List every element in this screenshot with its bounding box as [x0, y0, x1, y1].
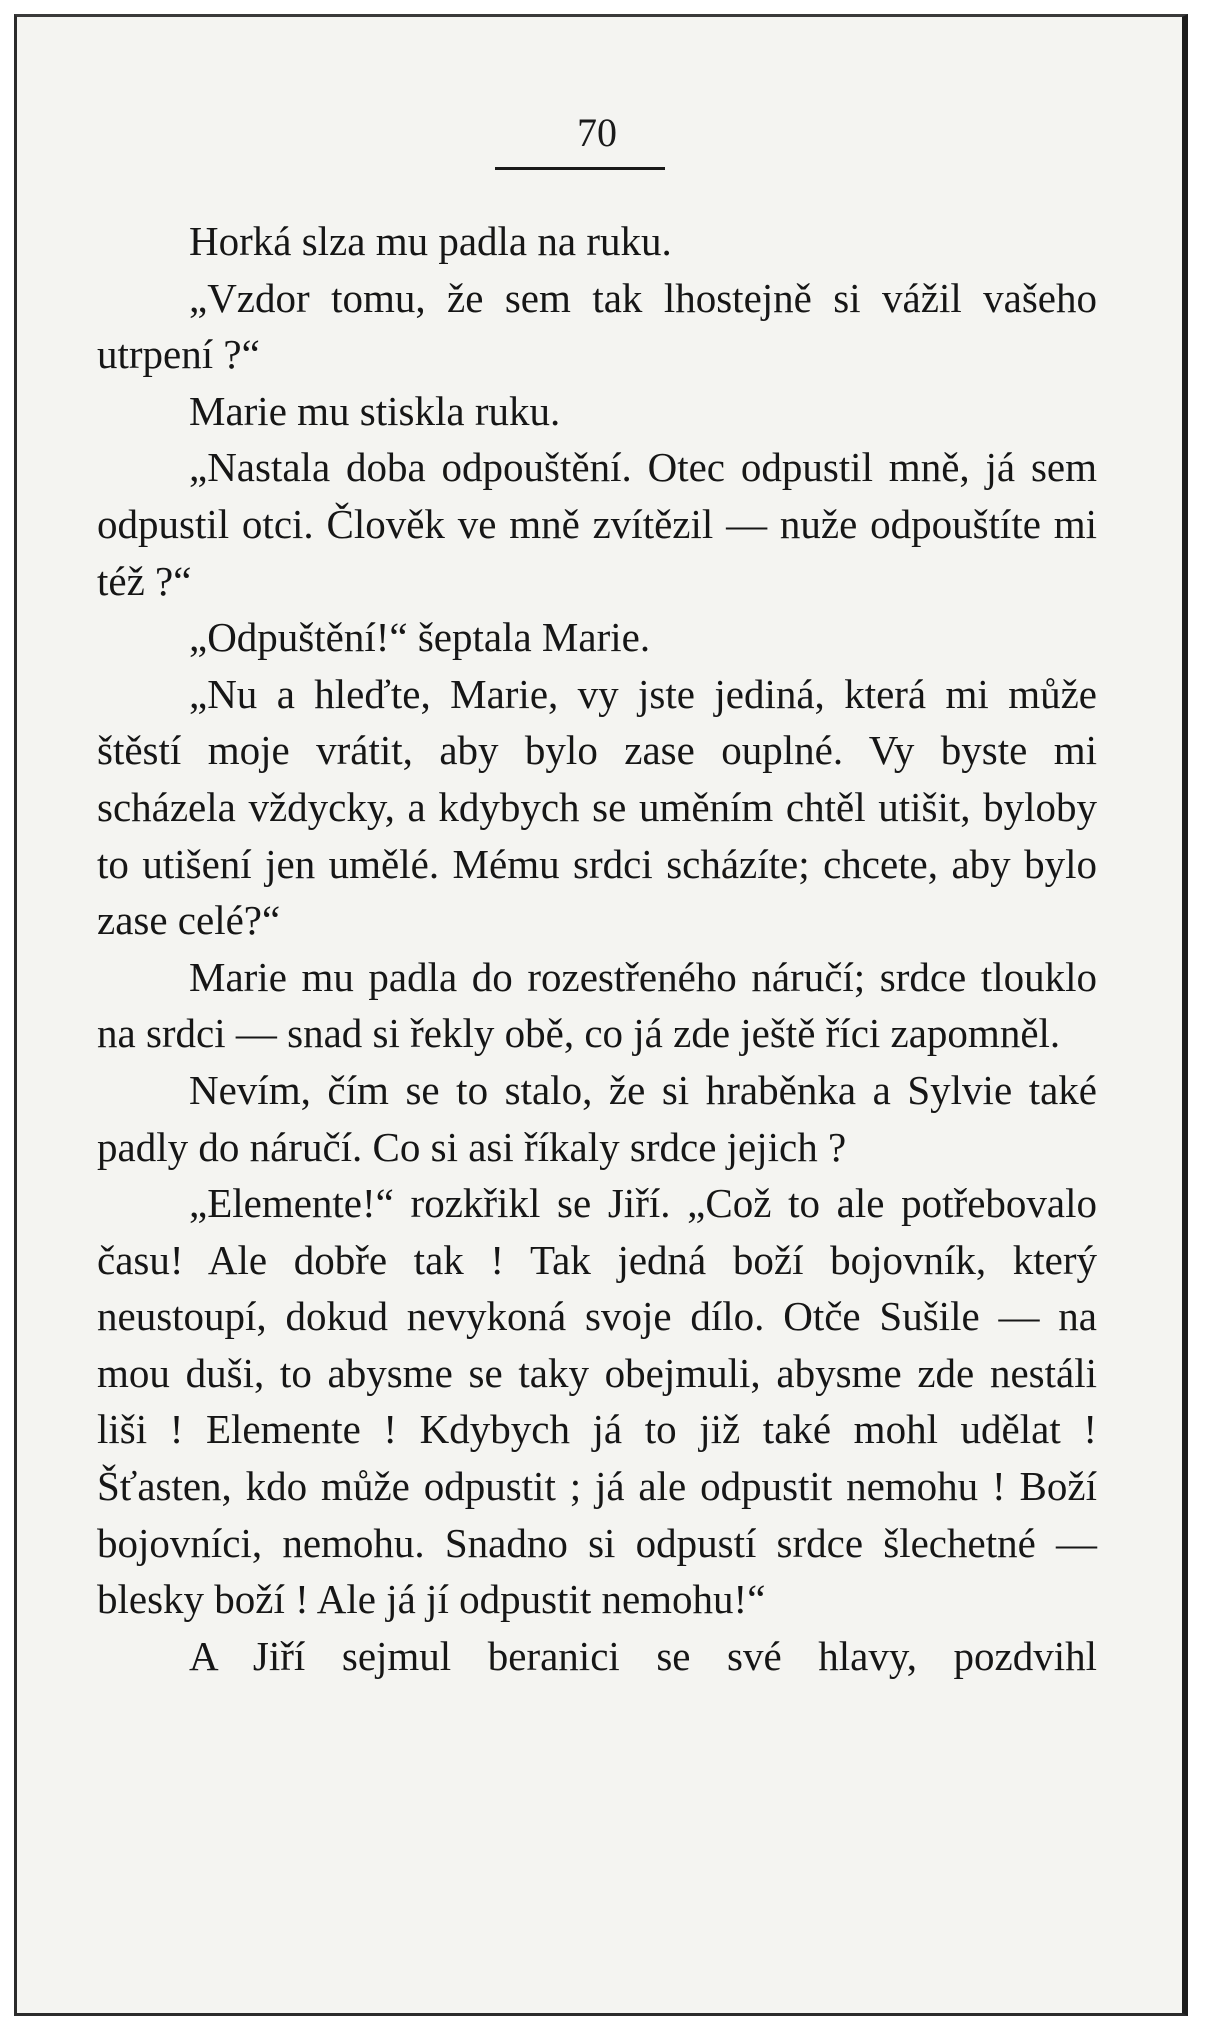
paragraph: „Elemente!“ rozkřikl se Jiří. „Což to ale potřebovalo času! Ale dobře tak ! Tak jedná boží bojovník, který neustoupí, dokud nevykoná svoje dílo. Otče Sušile — na mou duši, to abysme se taky obejmuli, abysme zde nestáli liši ! Elemente ! Kdybych já to již také mohl udělat ! Šťasten, kdo může odpustit ; já ale odpustit nemohu ! Boží bojovníci, nemohu. Snadno si odpustí srdce šlechetné — blesky boží ! Ale já jí odpustit nemohu!“	[97, 1180, 1097, 1623]
paragraph: Marie mu stiskla ruku.	[189, 387, 561, 434]
paragraph: A Jiří sejmul beranici se své hlavy, pozdvihl	[189, 1632, 1097, 1679]
paragraph: „Vzdor tomu, že sem tak lhostejně si vážil vašeho utrpení ?“	[97, 274, 1097, 378]
header-rule	[495, 167, 665, 170]
paragraph: „Nastala doba odpouštění. Otec odpustil mně, já sem odpustil otci. Člověk ve mně zvítězil — nuže odpouštíte mi též ?“	[97, 444, 1097, 604]
page-number: 70	[577, 110, 617, 155]
paragraph: Marie mu padla do rozestřeného náručí; srdce tlouklo na srdci — snad si řekly obě, co já zde ještě říci zapomněl.	[97, 953, 1097, 1057]
paragraph: Nevím, čím se to stalo, že si hraběnka a Sylvie také padly do náručí. Co si asi říkaly srdce jejich ?	[97, 1066, 1097, 1170]
paragraph: „Nu a hleďte, Marie, vy jste jediná, která mi může štěstí moje vrátit, aby bylo zase ouplné. Vy byste mi scházela vždycky, a kdybych se uměním chtěl utišit, byloby to utišení jen umělé. Mému srdci scházíte; chcete, aby bylo zase celé?“	[97, 670, 1097, 944]
body-text	[97, 213, 1097, 1684]
book-page	[14, 14, 1188, 2016]
paragraph: „Odpuštění!“ šeptala Marie.	[189, 614, 651, 661]
paragraph: Horká slza mu padla na ruku.	[189, 218, 672, 264]
